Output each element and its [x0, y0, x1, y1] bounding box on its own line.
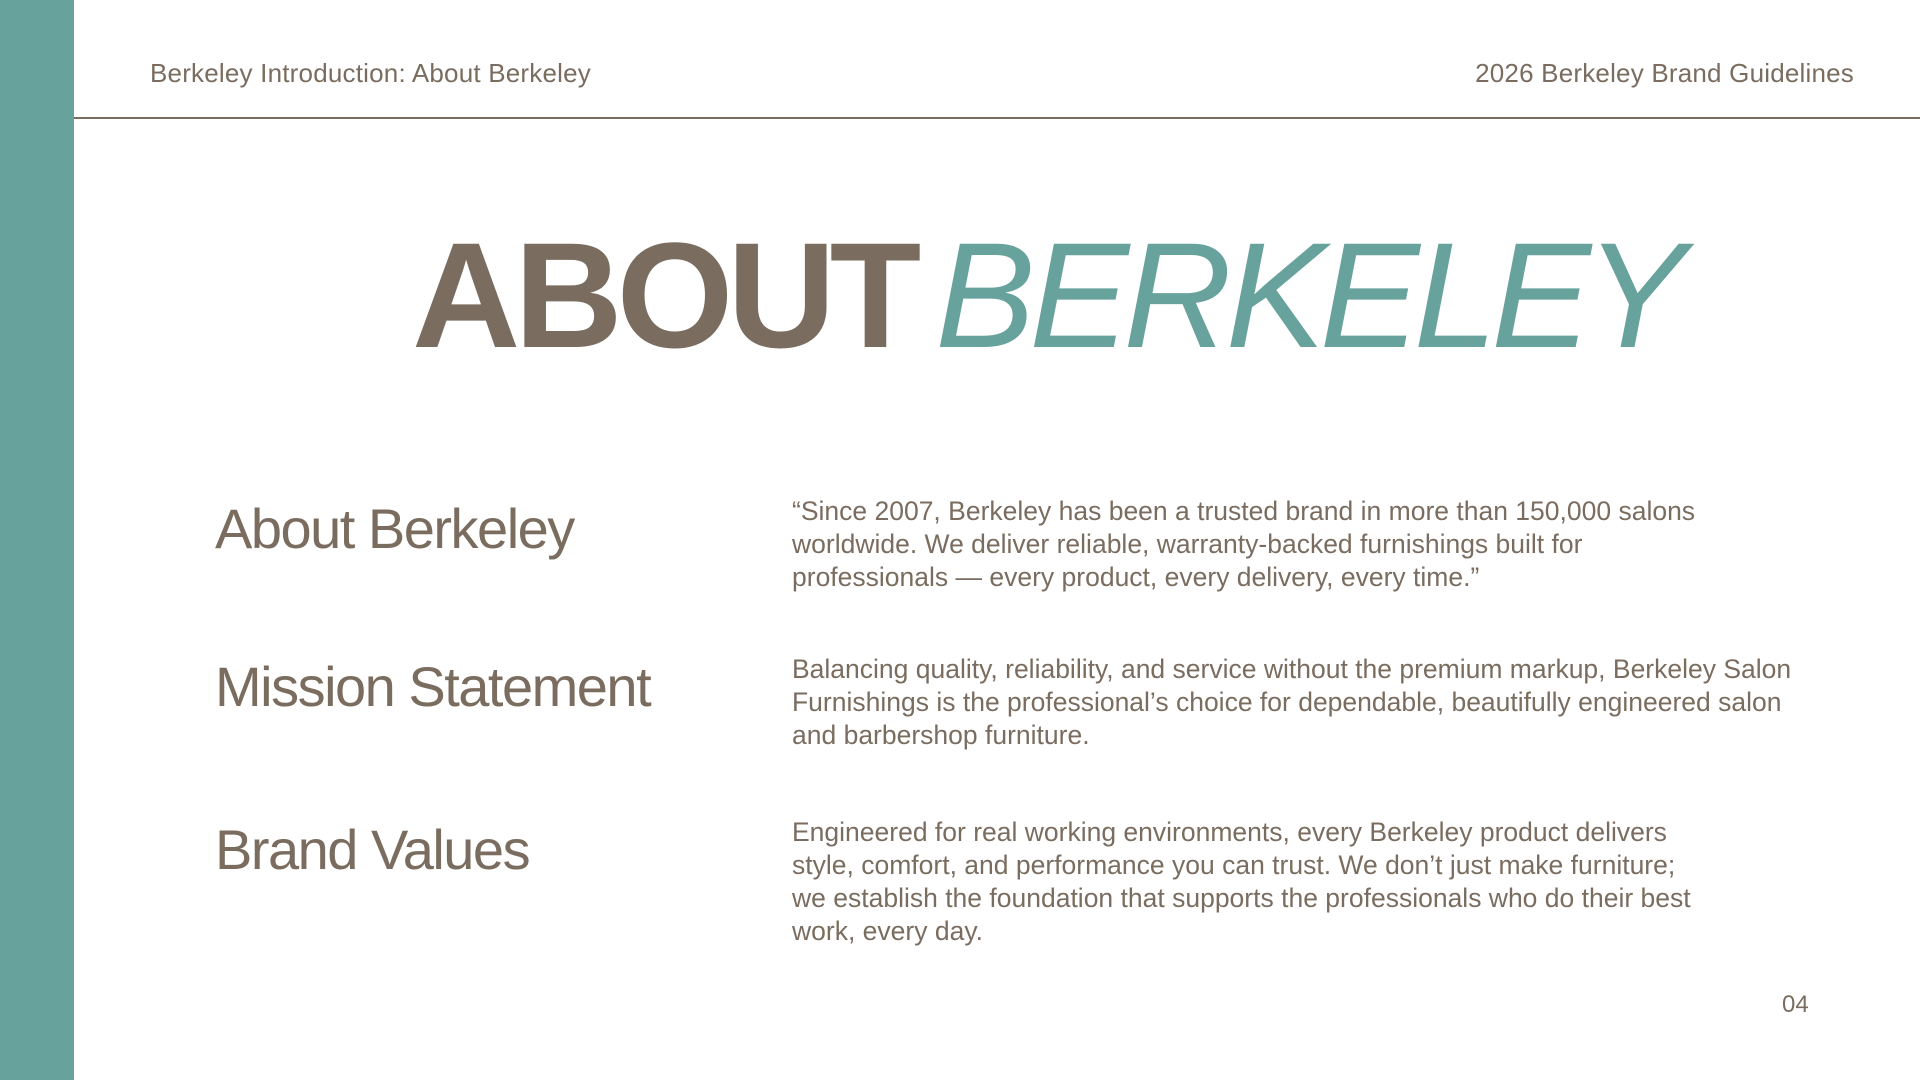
section-title-about: About Berkeley [215, 497, 574, 560]
section-body-values: Engineered for real working environments, every Berkeley product delivers style, comfort, and performance you can trust. We don’t just make furniture; we establish the foundation that supports the professionals who do their best work, every day. [792, 817, 1691, 946]
side-accent-bar [0, 0, 74, 1080]
header-divider [74, 117, 1920, 119]
section-body-mission: Balancing quality, reliability, and service without the premium markup, Berkeley Salon Furnishings is the professional’s choice for dependable, beautifully engineered salon and barbershop furniture. [792, 654, 1792, 750]
page-title [0, 210, 1920, 380]
header-section-title: Berkeley Introduction: About Berkeley [150, 58, 591, 88]
page-number: 04 [1782, 991, 1809, 1018]
section-title-mission: Mission Statement [215, 655, 651, 718]
section-title-values: Brand Values [215, 818, 530, 881]
page-title-part-berkeley: BERKELEY [935, 211, 1680, 379]
page-title-part-about: ABOUT [412, 211, 916, 379]
header-document-title: 2026 Berkeley Brand Guidelines [1475, 58, 1854, 88]
section-body-about: “Since 2007, Berkeley has been a trusted brand in more than 150,000 salons worldwide. We deliver reliable, warranty-backed furnishings built for professionals — every product, every delivery, every time.” [792, 496, 1696, 592]
